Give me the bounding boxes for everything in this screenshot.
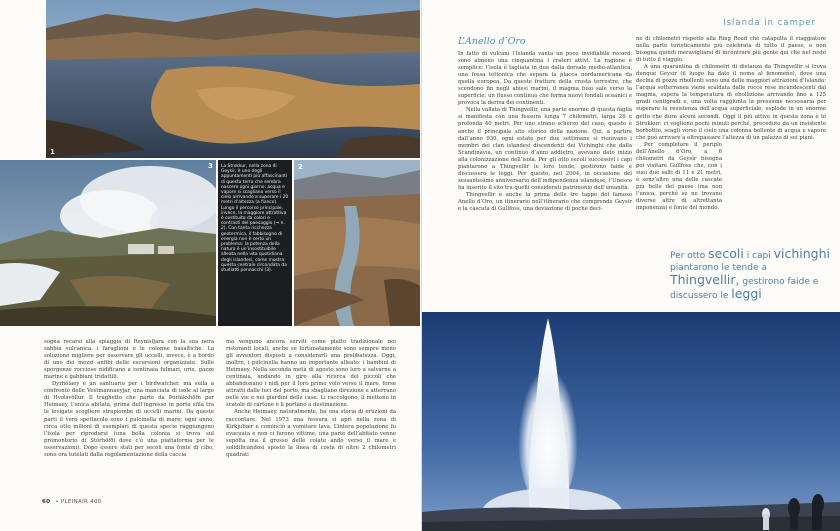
paragraph: Dyrhólaey è un santuario per i birdwatcher, ma sulla a confronto delle Vestmannaeyjar, una manciata di isole al largo di Hvolsvöllur. Il traghetto che parte da Þorlákshöfn per Heimaey, l’unica abitata, prima dell’ingresso in porto sfila tra le levigate scogliere strapiombe di uccelli marini. Da queste parti il vero spettacolo sono i pulcinella di mare: ogni anno, circa otto milioni di esemplari di questa specie raggiungono l’isola per riprodursi (una bella colonia si trova sul promontorio di Stórhöfði dove c’è una piattaforma per le osservazioni). Dopo essere stati per secoli una fonte di cibo, sono ora tutelati dalla regolamentazione della caccia — [44, 381, 214, 458]
right-column-1 — [458, 51, 632, 311]
paragraph: A una quarantina di chilometri di distanza da Thingvellir si trova dunque Geysir (il luogo ha dato il nome al fenomeno), dove una decina di pozze ribollenti sono una delle maggiori attrazioni d’Islanda: l’acqua sotterranea viene scaldata dalle rocce rese incandescenti dal magma, supera la temperatura di ebollizione arrivando fino a 125 gradi centigradi e, una volta raggiunta la pressione necessaria per superare la resistenza dell’acqua superficiale, esplode in un enorme getto che dura alcuni secondi. Oggi il più attivo in questa zona è lo Strokkur: ci vogliono pochi minuti perché, preceduto da un insistente borbottio, scagli verso il cielo una colonna bollente di acqua e vapore che può arrivare a oltrepassare l’altezza di un palazzo di sei piani. — [636, 64, 826, 141]
page-number: 60 — [42, 499, 51, 505]
quote-emphasis: leggi — [731, 286, 762, 301]
pull-quote — [670, 248, 836, 302]
quote-emphasis: secoli — [708, 246, 744, 261]
paragraph: Per completare il periplo dell’Anello d’Oro, a 6 chilometri da Geysir bisogna poi visitare Gullfoss che, con i suoi due salti di 11 e 21 metri, è senz’altro una delle cascate più belle del paese (ma non l’unica, perché se ne trovano diverse altre di altrettanta imponenza) e fonte del mondo. — [636, 141, 722, 212]
right-page — [421, 0, 840, 531]
photo-river-landscape — [294, 160, 420, 326]
paragraph: Anche Heimaey, naturalmente, ha una storia di eruzioni da raccontare. Nel 1973 una fessura si aprì nella zona di Kirkjubær e cominciò a vomitare lava. L’intera popolazione fu evacuata e non ci furono vittime, una parte dell’abitato venne sepolta ma il grosso delle colate andò verso il mare e solidificandosi spostò la linea di costa di oltre 2 chilometri quadrati — [226, 409, 396, 458]
photo-number: 2 — [298, 163, 303, 171]
quote-text: gestirono faide e discussero le — [670, 277, 819, 301]
photo-number: 1 — [50, 148, 55, 156]
quote-text: piantarono le tende a — [670, 263, 767, 273]
photo-geothermal-plant — [0, 160, 216, 326]
photo-lake-landscape — [46, 0, 420, 158]
photo-number: 3 — [208, 162, 213, 170]
paragraph: Thingvellir è anche la prima delle tre tappe del famoso Anello d’Oro, un itinerario nell’itinerario che comprende Geysir e la cascata di Gullfoss, una deviazione di poche deci- — [458, 191, 632, 213]
paragraph: Nella vallata di Thingvellir, una parte enorme di questa faglia si manifesta con una fessura lunga 7 chilometri, larga 26 e profonda 40 metri. Per uno strano scherzo del caso, questo è anche il principale sito storico della nazione. Qui, a partire dall’anno 930, ogni estate per due settimane si riunivano i membri dei clan islandesi discendenti dei Vichinghi che dalla Scandinavia, un continuo d’anni addietro, avevano dato inizio alla colonizzazione dell’isola. Per gli otto secoli successivi i capi piantarono a Thingvellir le loro tende, gestirono faide e discussero le leggi. Per questo, nel 2004, in occasione del sessantesimo anniversario dell’indipendenza islandese, l’Unesco ha inserito il sito tra quelli considerati patrimonio dell’umanità. — [458, 107, 632, 191]
quote-emphasis: Thingvellir, — [670, 272, 740, 287]
paragraph: ma vengono ancora serviti come piatto tradizionale nei ristoranti locali, anche se fortunatamente sono sempre meno gli avventori disposti a considerarli una prelibatezza. Oggi, inoltre, i pulcinella hanno un importante alleato: i bambini di Heimaey. Nella seconda metà di agosto sono loro a salvarne a centinaia, andando in giro alla ricerca dei piccoli che abbandonano i nidi per il loro primo volo verso il mare, forse attratti dalle luci del porto, ma sbagliano direzione e atterrano nelle vie e nei giardini delle case. Li raccolgono, li mettono in scatole di cartone e li portano a destinazione. — [226, 339, 396, 409]
right-column-2-upper — [636, 36, 826, 242]
quote-emphasis: vichinghi — [773, 246, 831, 261]
section-title: L’Anello d’Oro — [458, 36, 526, 47]
photo-caption: La Strokkur, nella zona di Geysir, è uno degli appuntamenti più affascinanti di questa terra che sembra nascere ogni giorno: acqua e vapore si scagliano verso il cielo arrivando a superare i 20 metri d’altezza (a fianco). Lungo il percorso principale, invece, la maggiore attrattiva è costituita da colori e contrasti del paesaggio (⇒ n. 2). Con tanta ricchezza geotermica, il fabbisogno di energia non è certo un problema: la potenza della natura è un’insostituibile alleata nella vita quotidiana degli islandesi, come mostra questa centrale circondata da studiatti pennacchi (3). — [218, 160, 292, 326]
page-folio — [42, 499, 102, 505]
left-column-2 — [226, 339, 396, 491]
quote-text: i capi — [746, 251, 771, 261]
magazine-name: • PLEINAIR 400 — [55, 499, 102, 505]
quote-text: Per otto — [670, 251, 706, 261]
paragraph: sogna recarsi alla spiaggia di Reynisfjara con la sua nera sabbia vulcanica, i faraglioni e le colonne basaltiche. La soluzione migliore per osservare gli uccelli, invece, è a bordo di uno dei mezzi anfibi delle escursioni organizzate. Sulle sporgenze rocciose nidificano a centinaia fulmari, urie, gazze marine e gabbiani tridattili. — [44, 339, 214, 381]
running-header: Islanda in camper — [723, 18, 816, 28]
left-column-1 — [44, 339, 214, 491]
photo-geyser — [422, 312, 840, 531]
paragraph: ne di chilometri rispetto alla Ring Road che catapulta il viaggiatore nella parte turisticamente più celebrata di tutto il paese, e non bisogna quindi meravigliarsi di incontrare più gente qui che nel resto di tutto il viaggio. — [636, 36, 826, 64]
paragraph: In fatto di vulcani l’Islanda vanta un poco invidiabile record: sono almeno una cinquantina i crateri attivi. La ragione è semplice: l’isola è tagliata in due dalla dorsale medio-atlantica, una fossa tettonica che separa la placca nordamericana da quella europea. Da queste fratture della crosta terrestre, che scendono fin negli abissi marini, il magma fuso sale verso la superficie: un flusso continuo che forma nuovi fondali oceanici e provoca la deriva dei continenti. — [458, 51, 632, 107]
